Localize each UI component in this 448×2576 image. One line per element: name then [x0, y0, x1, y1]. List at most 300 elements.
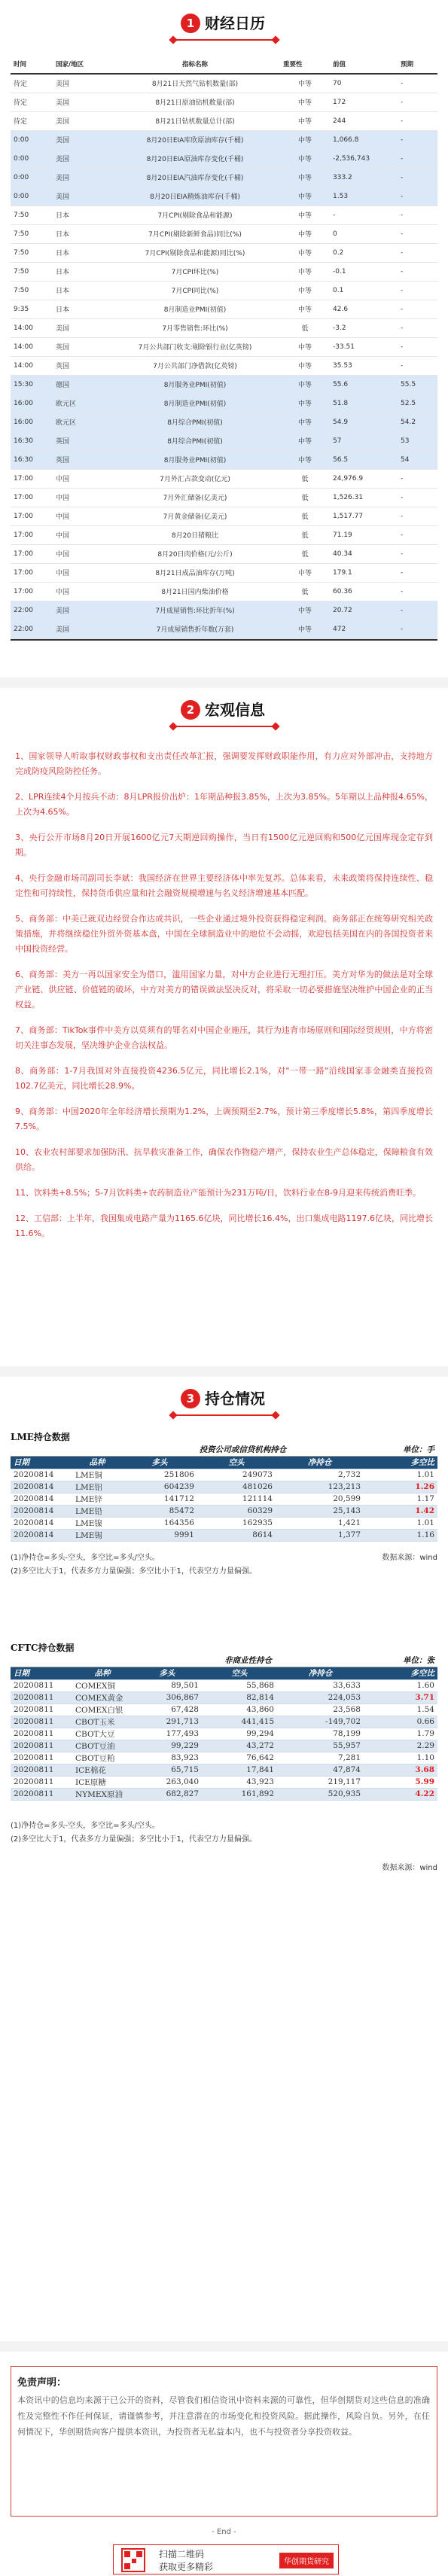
- disclaimer-title: 免责声明：: [17, 2377, 67, 2389]
- indicator-cell: 7月CPI(剔除食品和能源): [110, 206, 280, 224]
- calendar-table: [11, 54, 437, 641]
- lme-header-row: [11, 1456, 437, 1469]
- calendar-row: [11, 111, 437, 130]
- cftc-date-cell: 20200811: [11, 1679, 72, 1691]
- calendar-body: [11, 74, 437, 638]
- cftc-product-cell: COMEX白银: [72, 1704, 133, 1716]
- col-country: 国家/地区: [53, 54, 110, 74]
- country-cell: 美国: [53, 130, 110, 149]
- expected-cell: -: [398, 300, 437, 318]
- cftc-product-cell: COMEX铜: [72, 1679, 133, 1691]
- indicator-cell: 8月综合PMI(初值): [110, 413, 280, 431]
- cftc-col-net: 净持仓: [277, 1667, 364, 1679]
- cftc-source: 数据来源：wind: [382, 1864, 437, 1872]
- previous-cell: 1,517.77: [330, 507, 398, 525]
- col-importance: 重要性: [280, 54, 330, 74]
- lme-long-cell: 164356: [122, 1517, 197, 1529]
- importance-cell: 中等: [280, 130, 330, 149]
- indicator-cell: 8月服务业PMI(初值): [110, 375, 280, 394]
- expected-cell: -: [398, 130, 437, 149]
- cftc-product-cell: CBOT玉米: [72, 1716, 133, 1728]
- previous-cell: 42.6: [330, 300, 398, 318]
- cftc-row: [11, 1740, 437, 1752]
- calendar-row: [11, 281, 437, 300]
- previous-cell: -2,536,743: [330, 149, 398, 168]
- importance-cell: 中等: [280, 281, 330, 300]
- cftc-short-cell: 161,892: [202, 1788, 277, 1800]
- expected-cell: -: [398, 356, 437, 375]
- cftc-product-cell: NYMEX原油: [72, 1788, 133, 1800]
- cftc-ratio-cell: 0.66: [364, 1716, 437, 1728]
- lme-col-net: 净持仓: [276, 1456, 364, 1469]
- lme-date-cell: 20200814: [11, 1469, 72, 1481]
- calendar-row: [11, 582, 437, 601]
- cftc-row: [11, 1679, 437, 1691]
- cftc-long-cell: 99,229: [133, 1740, 202, 1752]
- cftc-short-cell: 55,868: [202, 1679, 277, 1691]
- col-expected: 预期: [398, 54, 437, 74]
- section-divider: [0, 677, 448, 688]
- previous-cell: 1,066.8: [330, 130, 398, 149]
- cftc-date-cell: 20200811: [11, 1691, 72, 1704]
- expected-cell: -: [398, 74, 437, 93]
- macro-news-item: 10、农业农村部要求加强防汛、抗旱救灾准备工作，确保农作物稳产增产，保持农业生产总体稳定，保障粮食有效供给。: [15, 1147, 433, 1172]
- indicator-cell: 8月服务业PMI(初值): [110, 450, 280, 469]
- cftc-date-cell: 20200811: [11, 1764, 72, 1776]
- expected-cell: -: [398, 525, 437, 544]
- calendar-row: [11, 149, 437, 168]
- section-divider: [0, 1366, 448, 1377]
- importance-cell: 中等: [280, 356, 330, 375]
- cftc-row: [11, 1776, 437, 1788]
- country-cell: 美国: [53, 149, 110, 168]
- previous-cell: -3.2: [330, 318, 398, 337]
- indicator-cell: 7月零售销售:环比(%): [110, 318, 280, 337]
- col-time: 时间: [11, 54, 53, 74]
- qr-code-icon: [121, 2548, 145, 2572]
- qr-line-1: 扫描二维码: [159, 2549, 205, 2559]
- indicator-cell: 8月制造业PMI(初值): [110, 300, 280, 318]
- expected-cell: -: [398, 93, 437, 111]
- expected-cell: 54.2: [398, 413, 437, 431]
- time-cell: 0:00: [11, 187, 53, 206]
- expected-cell: -: [398, 544, 437, 563]
- previous-cell: 179.1: [330, 563, 398, 582]
- lme-long-cell: 251806: [122, 1469, 197, 1481]
- indicator-cell: 8月制造业PMI(初值): [110, 394, 280, 413]
- lme-col-date: 日期: [11, 1456, 72, 1469]
- country-cell: 欧元区: [53, 413, 110, 431]
- time-cell: 17:00: [11, 582, 53, 601]
- country-cell: 欧元区: [53, 394, 110, 413]
- calendar-row: [11, 620, 437, 638]
- lme-note-1: (1)净持仓=多头-空头，多空比=多头/空头。: [11, 1554, 160, 1562]
- previous-cell: 57: [330, 431, 398, 450]
- cftc-net-cell: 47,874: [277, 1764, 364, 1776]
- importance-cell: 中等: [280, 620, 330, 638]
- time-cell: 待定: [11, 93, 53, 111]
- cftc-col-ratio: 多空比: [364, 1667, 437, 1679]
- lme-short-cell: 60329: [197, 1505, 276, 1517]
- previous-cell: 54.9: [330, 413, 398, 431]
- importance-cell: 中等: [280, 74, 330, 93]
- expected-cell: -: [398, 149, 437, 168]
- country-cell: 美国: [53, 318, 110, 337]
- indicator-cell: 8月20日EIA精炼油库存(千桶): [110, 187, 280, 206]
- importance-cell: 中等: [280, 111, 330, 130]
- indicator-cell: 8月综合PMI(初值): [110, 431, 280, 450]
- calendar-row: [11, 224, 437, 243]
- calendar-row: [11, 93, 437, 111]
- calendar-row: [11, 601, 437, 620]
- expected-cell: -: [398, 488, 437, 507]
- time-cell: 22:00: [11, 620, 53, 638]
- cftc-unit: 单位：张: [364, 1655, 437, 1667]
- lme-group-header: 投资公司或信贷机构持仓: [122, 1444, 364, 1456]
- cftc-short-cell: 76,642: [202, 1752, 277, 1764]
- macro-news-item: 4、央行金融市场司副司长李斌：我国经济在世界主要经济体中率先复苏。总体来看，未来政策将保持连续性、稳定性和可持续性，保持货币供应量和社会融资规模增速与名义经济增速基本匹配。: [15, 873, 433, 898]
- country-cell: 日本: [53, 281, 110, 300]
- indicator-cell: 8月21日国内柴油价格: [110, 582, 280, 601]
- lme-col-long: 多头: [122, 1456, 197, 1469]
- macro-news-item: 8、商务部：1-7月我国对外直接投资4236.5亿元，同比增长2.1%，对"一带一路"沿线国家非金融类直接投资102.7亿美元，同比增长28.9%。: [15, 1066, 433, 1091]
- calendar-row: [11, 544, 437, 563]
- indicator-cell: 8月21日原油钻机数量(部): [110, 93, 280, 111]
- time-cell: 17:00: [11, 525, 53, 544]
- indicator-cell: 7月黄金储备(亿美元): [110, 507, 280, 525]
- cftc-net-cell: 520,935: [277, 1788, 364, 1800]
- indicator-cell: 7月公共部门净借款(亿英镑): [110, 356, 280, 375]
- importance-cell: 中等: [280, 262, 330, 281]
- cftc-header-row: [11, 1667, 437, 1679]
- lme-ratio-cell: 1.42: [364, 1505, 437, 1517]
- country-cell: 美国: [53, 111, 110, 130]
- calendar-row: [11, 431, 437, 450]
- lme-long-cell: 9991: [122, 1529, 197, 1541]
- calendar-row: [11, 130, 437, 149]
- title-underline: [175, 726, 274, 727]
- lme-unit: 单位：手: [364, 1444, 437, 1456]
- expected-cell: -: [398, 337, 437, 356]
- cftc-row: [11, 1716, 437, 1728]
- lme-product-cell: LME铜: [72, 1469, 122, 1481]
- lme-date-cell: 20200814: [11, 1529, 72, 1541]
- title-underline: [175, 1414, 274, 1416]
- cftc-short-cell: 17,841: [202, 1764, 277, 1776]
- cftc-group-row: [11, 1655, 437, 1667]
- expected-cell: -: [398, 507, 437, 525]
- calendar-row: [11, 243, 437, 262]
- section-title: 宏观信息: [205, 701, 265, 719]
- macro-news-item: 5、商务部：中美已就双边经贸合作达成共识，一些企业通过境外投资获得稳定利润。商务部正在统筹研究相关政策措施，并将继续稳住外贸外资基本盘，中国在全球制造业中的地位不会动摇，欢迎包括美国在内的各国投资者来中国投资经营。: [15, 914, 433, 954]
- previous-cell: 333.2: [330, 168, 398, 187]
- cftc-col-product: 品种: [72, 1667, 133, 1679]
- previous-cell: 0.1: [330, 281, 398, 300]
- cftc-note-2: (2)多空比大于1，代表多方力量偏强；多空比小于1，代表空方力量偏强。: [11, 1835, 257, 1844]
- expected-cell: 55.5: [398, 375, 437, 394]
- country-cell: 中国: [53, 582, 110, 601]
- disclaimer-text: 本资讯中的信息均来源于已公开的资料，尽管我们相信资讯中资料来源的可靠性，但华创期货对这些信息的准确性及完整性不作任何保证，请谨慎参考，并注意潜在的市场变化和投资风险。据此操作，风险自负。另外，在任何情况下，华创期货向客户提供本资讯，为投资者无私益本内，也不与投资者分享投资收益。: [17, 2395, 430, 2437]
- cftc-row: [11, 1691, 437, 1704]
- cftc-row: [11, 1704, 437, 1716]
- lme-row: [11, 1529, 437, 1541]
- cftc-date-cell: 20200811: [11, 1716, 72, 1728]
- lme-note-2: (2)多空比大于1，代表多方力量偏强；多空比小于1，代表空方力量偏强。: [11, 1567, 257, 1576]
- cftc-net-cell: 78,199: [277, 1728, 364, 1740]
- expected-cell: -: [398, 601, 437, 620]
- importance-cell: 低: [280, 582, 330, 601]
- expected-cell: -: [398, 318, 437, 337]
- lme-row: [11, 1517, 437, 1529]
- country-cell: 美国: [53, 168, 110, 187]
- calendar-row: [11, 356, 437, 375]
- indicator-cell: 8月21日天然气钻机数量(部): [110, 74, 280, 93]
- cftc-col-long: 多头: [133, 1667, 202, 1679]
- indicator-cell: 8月20日EIA原油库存变化(千桶): [110, 149, 280, 168]
- country-cell: 美国: [53, 620, 110, 638]
- time-cell: 17:00: [11, 507, 53, 525]
- previous-cell: 1,526.31: [330, 488, 398, 507]
- calendar-row: [11, 450, 437, 469]
- cftc-table: [11, 1655, 437, 1801]
- expected-cell: -: [398, 582, 437, 601]
- importance-cell: 中等: [280, 394, 330, 413]
- lme-group-row: [11, 1444, 437, 1456]
- cftc-ratio-cell: 2.29: [364, 1740, 437, 1752]
- lme-product-cell: LME锌: [72, 1493, 122, 1505]
- calendar-row: [11, 318, 437, 337]
- indicator-cell: 7月CPI(剔除新鲜食品)同比(%): [110, 224, 280, 243]
- importance-cell: 中等: [280, 431, 330, 450]
- section-title: 持仓情况: [205, 1390, 265, 1408]
- importance-cell: 低: [280, 544, 330, 563]
- expected-cell: -: [398, 206, 437, 224]
- lme-title: LME持仓数据: [11, 1432, 70, 1442]
- importance-cell: 中等: [280, 563, 330, 582]
- lme-product-cell: LME铅: [72, 1505, 122, 1517]
- country-cell: 中国: [53, 488, 110, 507]
- section-divider: [0, 2341, 448, 2352]
- calendar-row: [11, 469, 437, 488]
- indicator-cell: 8月20日EIA汽油库存变化(千桶): [110, 168, 280, 187]
- lme-product-cell: LME镍: [72, 1517, 122, 1529]
- previous-cell: -: [330, 206, 398, 224]
- lme-short-cell: 121114: [197, 1493, 276, 1505]
- cftc-ratio-cell: 3.68: [364, 1764, 437, 1776]
- col-indicator: 指标名称: [110, 54, 280, 74]
- time-cell: 0:00: [11, 168, 53, 187]
- importance-cell: 中等: [280, 375, 330, 394]
- importance-cell: 中等: [280, 337, 330, 356]
- cftc-col-short: 空头: [202, 1667, 277, 1679]
- cftc-product-cell: COMEX黄金: [72, 1691, 133, 1704]
- expected-cell: -: [398, 563, 437, 582]
- macro-news-item: 7、商务部：TikTok事件中美方以莫须有的罪名对中国企业施压，其行为违背市场原则和国际经贸规则，中方将密切关注事态发展，坚决维护企业合法权益。: [15, 1025, 433, 1050]
- cftc-ratio-cell: 1.79: [364, 1728, 437, 1740]
- cftc-long-cell: 682,827: [133, 1788, 202, 1800]
- previous-cell: -0.1: [330, 262, 398, 281]
- lme-ratio-cell: 1.01: [364, 1517, 437, 1529]
- lme-date-cell: 20200814: [11, 1493, 72, 1505]
- cftc-title: CFTC持仓数据: [11, 1643, 75, 1653]
- previous-cell: 1.53: [330, 187, 398, 206]
- previous-cell: 0.2: [330, 243, 398, 262]
- calendar-row: [11, 168, 437, 187]
- country-cell: 日本: [53, 300, 110, 318]
- previous-cell: 244: [330, 111, 398, 130]
- qr-line-2: 获取更多精彩: [159, 2562, 214, 2572]
- cftc-short-cell: 43,923: [202, 1776, 277, 1788]
- time-cell: 17:00: [11, 488, 53, 507]
- previous-cell: -33.51: [330, 337, 398, 356]
- lme-row: [11, 1481, 437, 1493]
- time-cell: 14:00: [11, 356, 53, 375]
- section-position-header: [0, 1381, 448, 1423]
- lme-date-cell: 20200814: [11, 1481, 72, 1493]
- cftc-product-cell: ICE原糖: [72, 1776, 133, 1788]
- time-cell: 15:30: [11, 375, 53, 394]
- time-cell: 7:50: [11, 281, 53, 300]
- calendar-row: [11, 525, 437, 544]
- country-cell: 英国: [53, 450, 110, 469]
- cftc-net-cell: -149,702: [277, 1716, 364, 1728]
- cftc-net-cell: 7,281: [277, 1752, 364, 1764]
- lme-ratio-cell: 1.17: [364, 1493, 437, 1505]
- time-cell: 22:00: [11, 601, 53, 620]
- cftc-product-cell: CBOT大豆: [72, 1728, 133, 1740]
- cftc-ratio-cell: 1.60: [364, 1679, 437, 1691]
- time-cell: 7:50: [11, 262, 53, 281]
- calendar-row: [11, 262, 437, 281]
- importance-cell: 中等: [280, 206, 330, 224]
- section-macro-header: [0, 693, 448, 735]
- col-previous: 前值: [330, 54, 398, 74]
- section-title: 财经日历: [205, 14, 265, 32]
- time-cell: 待定: [11, 111, 53, 130]
- expected-cell: 52.5: [398, 394, 437, 413]
- time-cell: 9:35: [11, 300, 53, 318]
- cftc-group-header: 非商业性持仓: [133, 1655, 364, 1667]
- cftc-product-cell: ICE棉花: [72, 1764, 133, 1776]
- cftc-date-cell: 20200811: [11, 1788, 72, 1800]
- expected-cell: -: [398, 469, 437, 488]
- title-underline: [175, 39, 274, 41]
- cftc-short-cell: 82,814: [202, 1691, 277, 1704]
- brand-badge: 华创期货研究: [279, 2553, 334, 2568]
- calendar-row: [11, 187, 437, 206]
- importance-cell: 中等: [280, 187, 330, 206]
- indicator-cell: 8月21日成品油库存(万吨): [110, 563, 280, 582]
- cftc-ratio-cell: 3.71: [364, 1691, 437, 1704]
- cftc-date-cell: 20200811: [11, 1752, 72, 1764]
- importance-cell: 低: [280, 507, 330, 525]
- importance-cell: 低: [280, 469, 330, 488]
- country-cell: 英国: [53, 356, 110, 375]
- time-cell: 16:30: [11, 431, 53, 450]
- lme-long-cell: 85472: [122, 1505, 197, 1517]
- expected-cell: -: [398, 224, 437, 243]
- section-number: 1: [181, 14, 200, 33]
- country-cell: 英国: [53, 431, 110, 450]
- cftc-net-cell: 55,957: [277, 1740, 364, 1752]
- macro-news-item: 1、国家领导人听取事权财政事权和支出责任改革汇报，强调要发挥财政职能作用，有力应对外部冲击，支持地方完成防疫风险防控任务。: [15, 751, 433, 776]
- cftc-date-cell: 20200811: [11, 1776, 72, 1788]
- lme-row: [11, 1469, 437, 1481]
- importance-cell: 中等: [280, 601, 330, 620]
- lme-short-cell: 249073: [197, 1469, 276, 1481]
- cftc-product-cell: CBOT豆粕: [72, 1752, 133, 1764]
- time-cell: 16:00: [11, 413, 53, 431]
- importance-cell: 中等: [280, 224, 330, 243]
- previous-cell: 71.19: [330, 525, 398, 544]
- lme-ratio-cell: 1.16: [364, 1529, 437, 1541]
- cftc-long-cell: 65,715: [133, 1764, 202, 1776]
- cftc-long-cell: 89,501: [133, 1679, 202, 1691]
- cftc-ratio-cell: 1.54: [364, 1704, 437, 1716]
- cftc-product-cell: CBOT豆油: [72, 1740, 133, 1752]
- cftc-date-cell: 20200811: [11, 1704, 72, 1716]
- importance-cell: 中等: [280, 243, 330, 262]
- lme-product-cell: LME铝: [72, 1481, 122, 1493]
- time-cell: 7:50: [11, 206, 53, 224]
- expected-cell: 54: [398, 450, 437, 469]
- calendar-row: [11, 394, 437, 413]
- importance-cell: 低: [280, 525, 330, 544]
- time-cell: 0:00: [11, 130, 53, 149]
- qr-banner[interactable]: [113, 2544, 339, 2574]
- importance-cell: 中等: [280, 300, 330, 318]
- macro-news-item: 2、LPR连续4个月按兵不动：8月LPR报价出炉：1年期品种报3.85%，上次为3.85%。5年期以上品种报4.65%，上次为4.65%。: [15, 792, 433, 817]
- time-cell: 16:00: [11, 394, 53, 413]
- macro-news-item: 9、商务部：中国2020年全年经济增长预期为1.2%，上调预期至2.7%，预计第三季度增长5.8%，第四季度增长7.5%。: [15, 1107, 433, 1131]
- country-cell: 中国: [53, 563, 110, 582]
- calendar-row: [11, 413, 437, 431]
- time-cell: 17:00: [11, 563, 53, 582]
- indicator-cell: 7月公共部门收支:剔除银行业(亿英镑): [110, 337, 280, 356]
- lme-net-cell: 123,213: [276, 1481, 364, 1493]
- end-mark: - End -: [212, 2528, 236, 2536]
- expected-cell: -: [398, 281, 437, 300]
- indicator-cell: 7月外汇储备(亿美元): [110, 488, 280, 507]
- previous-cell: 472: [330, 620, 398, 638]
- lme-col-short: 空头: [197, 1456, 276, 1469]
- country-cell: 中国: [53, 525, 110, 544]
- lme-long-cell: 604239: [122, 1481, 197, 1493]
- lme-product-cell: LME锡: [72, 1529, 122, 1541]
- country-cell: 美国: [53, 601, 110, 620]
- country-cell: 中国: [53, 507, 110, 525]
- time-cell: 16:30: [11, 450, 53, 469]
- time-cell: 14:00: [11, 318, 53, 337]
- previous-cell: 70: [330, 74, 398, 93]
- previous-cell: 60.36: [330, 582, 398, 601]
- time-cell: 7:50: [11, 224, 53, 243]
- importance-cell: 中等: [280, 93, 330, 111]
- calendar-row: [11, 507, 437, 525]
- indicator-cell: 7月CPI同比(%): [110, 281, 280, 300]
- cftc-note-1: (1)净持仓=多头-空头，多空比=多头/空头。: [11, 1822, 160, 1830]
- lme-net-cell: 1,421: [276, 1517, 364, 1529]
- lme-net-cell: 25,143: [276, 1505, 364, 1517]
- importance-cell: 中等: [280, 168, 330, 187]
- lme-col-product: 品种: [72, 1456, 122, 1469]
- importance-cell: 中等: [280, 450, 330, 469]
- lme-short-cell: 8614: [197, 1529, 276, 1541]
- calendar-row: [11, 206, 437, 224]
- importance-cell: 低: [280, 318, 330, 337]
- cftc-long-cell: 291,713: [133, 1716, 202, 1728]
- previous-cell: 40.34: [330, 544, 398, 563]
